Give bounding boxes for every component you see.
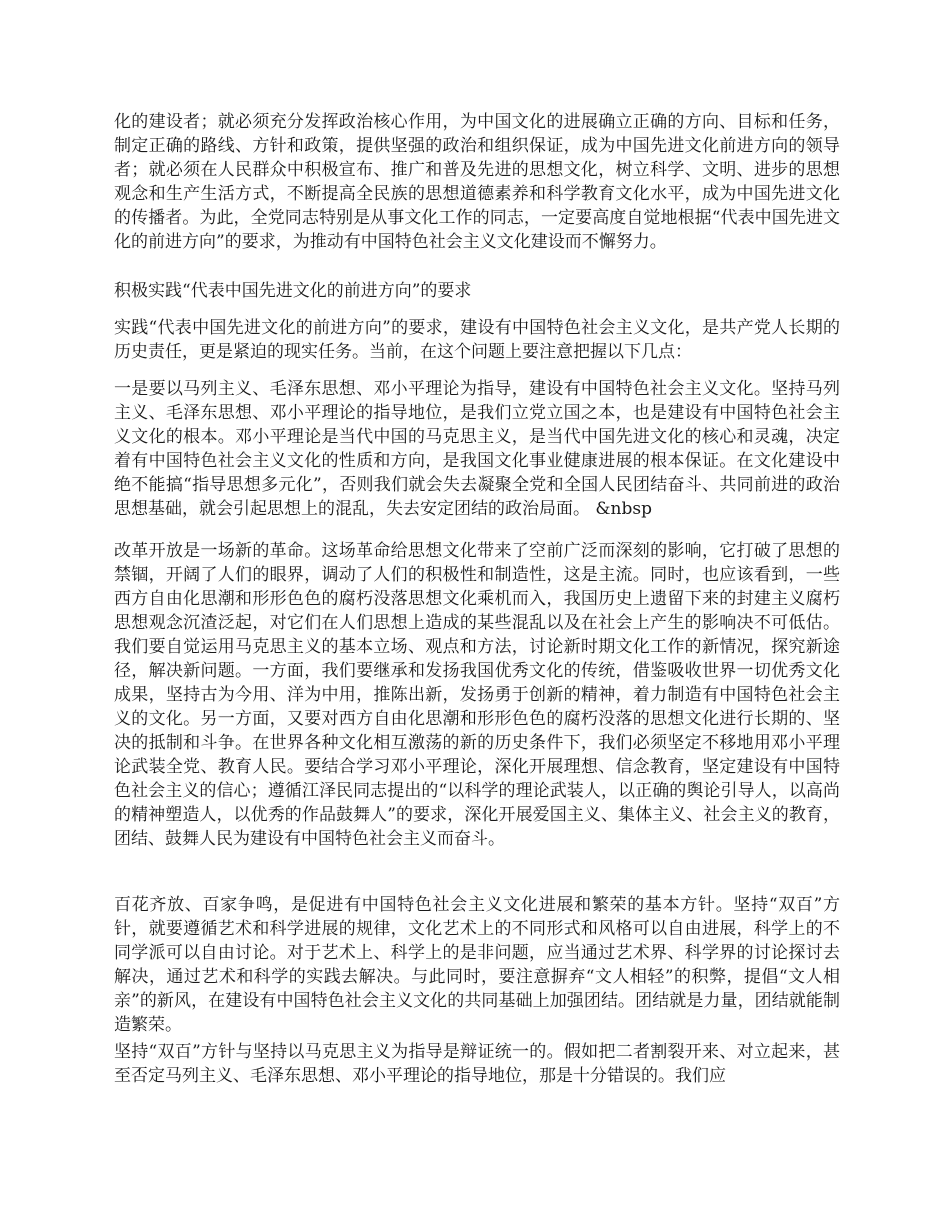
body-paragraph-1: 化的建设者；就必须充分发挥政治核心作用，为中国文化的进展确立正确的方向、目标和任务，制定正确的路线、方针和政策，提供坚强的政治和组织保证，成为中国先进文化前进方向的领导者；就必须在人民群众中积极宣布、推广和普及先进的思想文化，树立科学、文明、进步的思想观念和生产生活方式，不断提高全民族的思想道德素养和科学教育文化水平，成为中国先进文化的传播者。为此，全党同志特别是从事文化工作的同志，一定要高度自觉地根据“代表中国先进文化的前进方向”的要求，为推动有中国特色社会主义文化建设而不懈努力。 [114, 112, 840, 252]
body-paragraph-6: 坚持“双百”方针与坚持以马克思主义为指导是辩证统一的。假如把二者割裂开来、对立起来，甚至否定马列主义、毛泽东思想、邓小平理论的指导地位，那是十分错误的。我们应 [114, 1042, 840, 1086]
section-heading: 积极实践“代表中国先进文化的前进方向”的要求 [114, 281, 472, 301]
body-paragraph-4: 改革开放是一场新的革命。这场革命给思想文化带来了空前广泛而深刻的影响，它打破了思想的禁锢，开阔了人们的眼界，调动了人们的积极性和制造性，这是主流。同时，也应该看到，一些西方自由化思潮和形形色色的腐朽没落思想文化乘机而入，我国历史上遗留下来的封建主义腐朽思想观念沉渣泛起，对它们在人们思想上造成的某些混乱以及在社会上产生的影响决不可低估。我们要自觉运用马克思主义的基本立场、观点和方法，讨论新时期文化工作的新情况，探究新途径，解决新问题。一方面，我们要继承和发扬我国优秀文化的传统，借鉴吸收世界一切优秀文化成果，坚持古为今用、洋为中用，推陈出新，发扬勇于创新的精神，着力制造有中国特色社会主义的文化。另一方面，又要对西方自由化思潮和形形色色的腐朽没落的思想文化进行长期的、坚决的抵制和斗争。在世界各种文化相互激荡的新的历史条件下，我们必须坚定不移地用邓小平理论武装全党、教育人民。要结合学习邓小平理论，深化开展理想、信念教育，坚定建设有中国特色社会主义的信心；遵循江泽民同志提出的“以科学的理论武装人，以正确的舆论引导人，以高尚的精神塑造人，以优秀的作品鼓舞人”的要求，深化开展爱国主义、集体主义、社会主义的教育，团结、鼓舞人民为建设有中国特色社会主义而奋斗。 [114, 541, 840, 849]
body-paragraph-3: 一是要以马列主义、毛泽东思想、邓小平理论为指导，建设有中国特色社会主义文化。坚持马列主义、毛泽东思想、邓小平理论的指导地位，是我们立党立国之本，也是建设有中国特色社会主义文化的根本。邓小平理论是当代中国的马克思主义，是当代中国先进文化的核心和灵魂，决定着有中国特色社会主义文化的性质和方向，是我国文化事业健康进展的根本保证。在文化建设中绝不能搞“指导思想多元化”，否则我们就会失去凝聚全党和全国人民团结奋斗、共同前进的政治思想基础，就会引起思想上的混乱，失去安定团结的政治局面。 &nbsp [114, 379, 840, 519]
body-paragraph-2: 实践“代表中国先进文化的前进方向”的要求，建设有中国特色社会主义文化，是共产党人长期的历史责任，更是紧迫的现实任务。当前，在这个问题上要注意把握以下几点： [114, 318, 840, 362]
body-paragraph-5: 百花齐放、百家争鸣，是促进有中国特色社会主义文化进展和繁荣的基本方针。坚持“双百”方针，就要遵循艺术和科学进展的规律，文化艺术上的不同形式和风格可以自由进展，科学上的不同学派可以自由讨论。对于艺术上、科学上的是非问题，应当通过艺术界、科学界的讨论探讨去解决，通过艺术和科学的实践去解决。与此同时，要注意摒弃“文人相轻”的积弊，提倡“文人相亲”的新风，在建设有中国特色社会主义文化的共同基础上加强团结。团结就是力量，团结就能制造繁荣。 [114, 895, 840, 1035]
